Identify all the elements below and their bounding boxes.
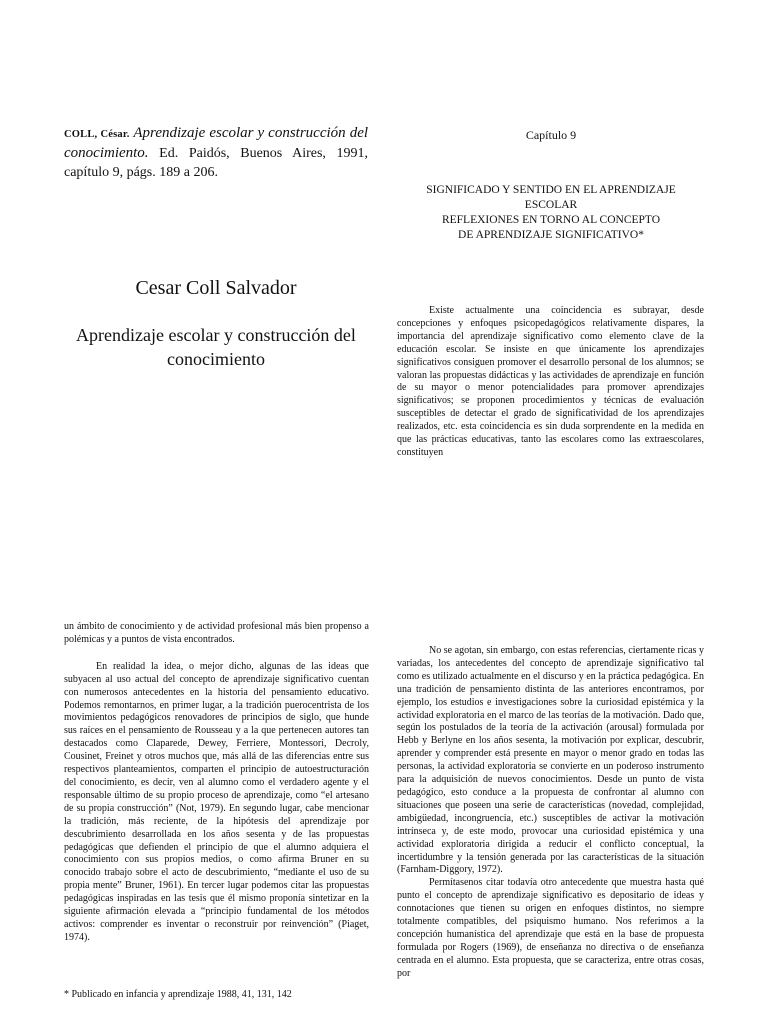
- chapter-heading-line: ESCOLAR: [524, 199, 578, 211]
- chapter-heading-line: DE APRENDIZAJE SIGNIFICATIVO*: [458, 229, 644, 241]
- chapter-heading: [396, 183, 706, 243]
- body-paragraph: En realidad la idea, o mejor dicho, algunas de las ideas que subyacen al uso actual del concepto de aprendizaje significativo cuentan con numerosos antecedentes en la historia del pensamiento educativo. Podemos remontarnos, en primer lugar, a la tradición puerocentrista de los movimientos pedagógicos renovadores de principios de siglo, que hunde sus raíces en el pensamiento de Rousseau y a la que pertenecen autores tan destacados como Claparede, Dewey, Ferriere, Montessori, Decroly, Cousinet, Freinet y otros muchos que, más allá de las diferencias entre sus respectivos planteamientos, comparten el principio de autoestructuración del conocimiento, es decir, ven al alumno como el verdadero agente y el responsable último de su propio proceso de aprendizaje, como “el artesano de su propia construcción” (Not, 1979). En segundo lugar, cabe mencionar la tradición, más reciente, de la hipótesis del aprendizaje por descubrimiento desarrollada en los años sesenta y de las propuestas pedagógicas que defienden el principio de que el alumno adquiera el conocimiento con sus propios medios, o como afirma Bruner en su conocido trabajo sobre el acto de descubrimiento, “mediante el uso de su propia mente” Bruner, 1961). En tercer lugar podemos citar las propuestas pedagógicas inspiradas en las tesis que él mismo proponía sintetizar en la siguiente afirmación elevada a “principio fundamental de los métodos activos: comprender es inventar o reconstruir por reinvención” (Piaget, 1974).: [64, 660, 369, 943]
- citation-publication: Ed. Paidós, Buenos Aires, 1991, capítulo 9, págs. 189 a 206.: [64, 146, 369, 180]
- chapter-heading-line: REFLEXIONES EN TORNO AL CONCEPTO: [441, 214, 661, 226]
- body-paragraph: un ámbito de conocimiento y de actividad profesional más bien propenso a polémicas y a puntos de vista encontrados.: [64, 621, 369, 645]
- chapter-label: Capítulo 9: [525, 128, 577, 142]
- book-author-name: Cesar Coll Salvador: [135, 277, 297, 299]
- body-paragraph: Permítasenos citar todavía otro antecedente que muestra hasta qué punto el concepto de aprendizaje significativo es depositario de ideas y connotaciones que tienen su origen en enfoques distintos, no siempre totalmente compatibles, del psiquismo humano. Nos referimos a la concepción humanística del aprendizaje que está en la base de propuesta formulada por Rogers (1969), de enseñanza no directiva o de enseñanza centrada en el alumno. Esta propuesta, que se caracteriza, entre otras cosas, por: [397, 877, 704, 979]
- bibliographic-citation: [64, 124, 368, 182]
- text-column-top-right: [397, 305, 704, 460]
- citation-author: COLL, César.: [64, 129, 130, 140]
- body-paragraph: No se agotan, sin embargo, con estas referencias, ciertamente ricas y variadas, los antecedentes del concepto de aprendizaje significativo tal como es utilizado actualmente en el discurso y en la práctica pedagógica. En una tradición de pensamiento distinta de las anteriores encontramos, por ejemplo, los estudios e investigaciones sobre la curiosidad epistémica y la actividad exploratoria en el marco de las teorías de la motivación. Dado que, según los postulados de la teoría de la activación (arousal) formulada por Hebb y Berlyne en los años sesenta, la motivación por explicar, descubrir, aprender y comprender está presente en mayor o menor grado en todas las personas, la actividad exploratoria se convierte en un poderoso instrumento para la adquisición de nuevos conocimientos. Desde un punto de vista pedagógico, esto conduce a la propuesta de confrontar al alumno con situaciones que poseen una serie de características (novedad, complejidad, ambigüedad, incongruencia, etc.) susceptibles de activar la motivación intrínseca y, de este modo, provocar una curiosidad epistémica y una actividad exploratoria dirigida a reducir el conflicto conceptual, la incertidumbre y la tensión generada por las características de la situación (Farnham-Diggory, 1972).: [397, 645, 704, 876]
- book-title: Aprendizaje escolar y construcción del conocimiento: [76, 325, 356, 369]
- citation-title: Aprendizaje escolar y construcción del conocimiento.: [64, 125, 369, 161]
- text-column-bottom-left: [64, 621, 369, 945]
- chapter-heading-line: SIGNIFICADO Y SENTIDO EN EL APRENDIZAJE: [426, 184, 676, 196]
- body-paragraph: Existe actualmente una coincidencia es subrayar, desde concepciones y enfoques psicopedagógicos relativamente dispares, la importancia del aprendizaje significativo como elemento clave de la educación escolar. Se insiste en que únicamente los aprendizajes significativos consiguen promover el desarrollo personal de los alumnos; se valoran las propuestas didácticas y las actividades de aprendizaje en función de su mayor o menor potencialidades para promover aprendizajes significativos; se proponen procedimientos y técnicas de evaluación susceptibles de detectar el grado de significatividad de los aprendizajes realizados, etc. esta coincidencia es sin duda sorprendente en la medida en que las prácticas educativas, tanto las escolares como las extraescolares, constituyen: [397, 305, 704, 458]
- text-column-bottom-right: [397, 645, 704, 981]
- footnote: * Publicado en infancia y aprendizaje 1988, 41, 131, 142: [64, 989, 292, 1000]
